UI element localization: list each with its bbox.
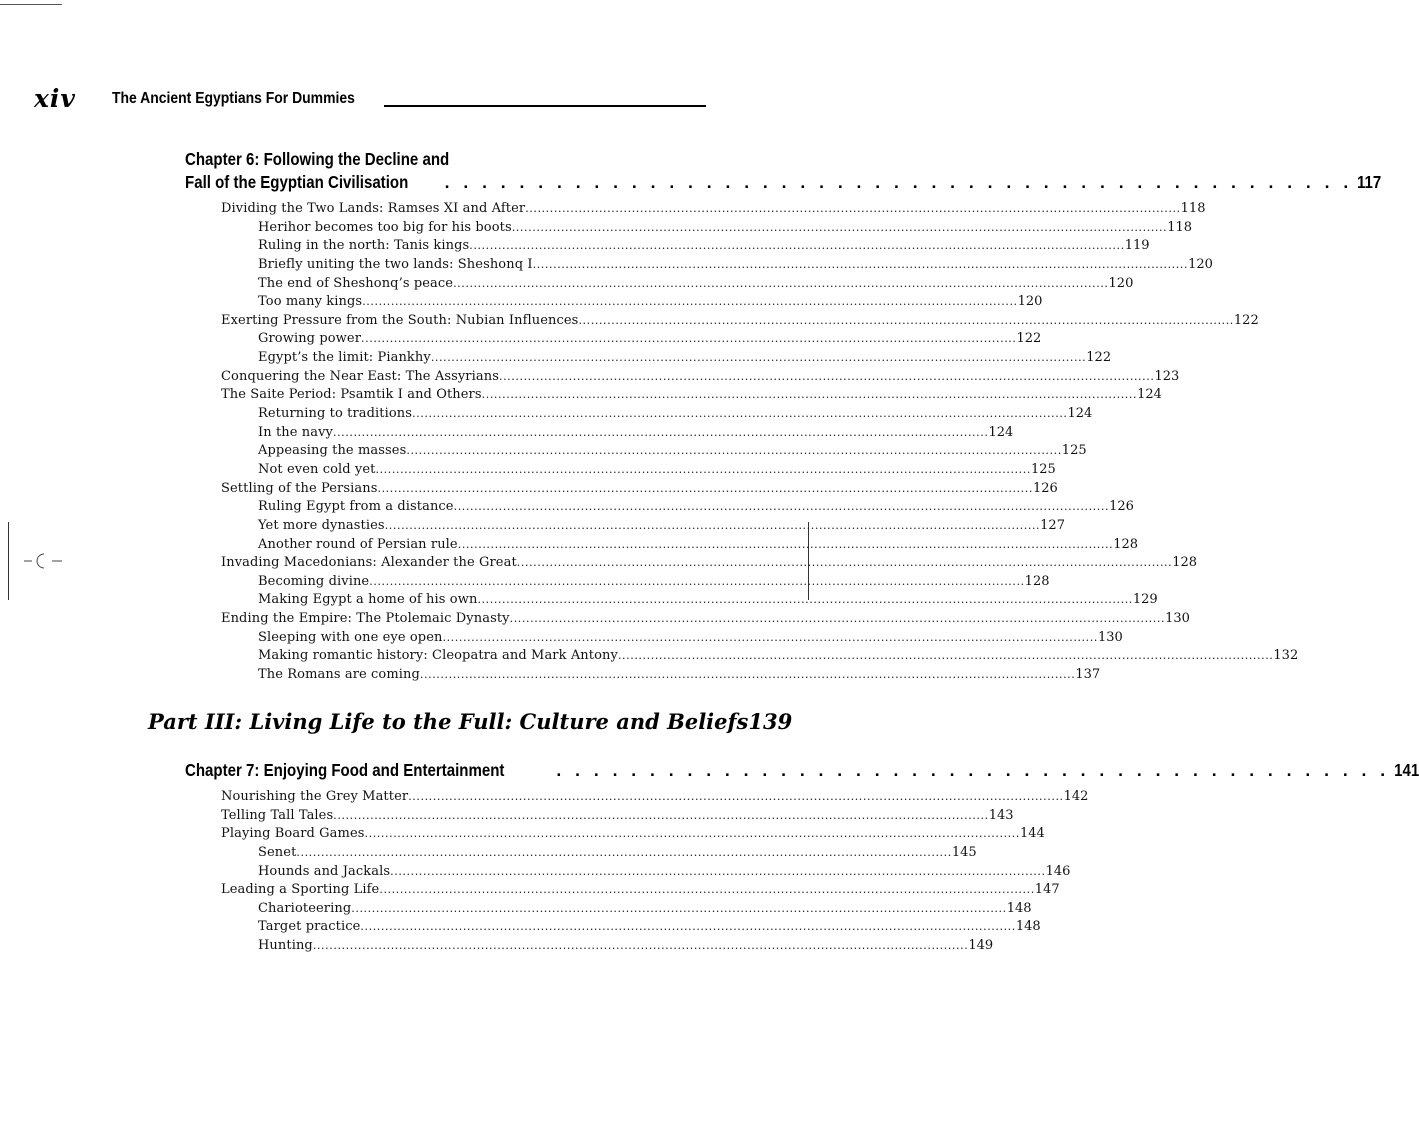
toc-entry-text: Nourishing the Grey Matter [221, 789, 409, 804]
toc-entry [221, 573, 1050, 592]
toc-entry-text: Herihor becomes too big for his boots [258, 219, 512, 235]
toc-entry-page: 125 [1030, 461, 1056, 477]
crop-mark-top [0, 4, 62, 5]
toc-entry-page: 124 [1137, 387, 1162, 403]
dot-leader: ................................................................................................................................................................ [406, 444, 1062, 458]
toc-entry-page: 124 [1067, 406, 1093, 422]
dot-leader: ................................................................................................................................................................ [481, 388, 1138, 402]
dot-leader: . . . . . . . . . . . . . . . . . . . . . . . . . . . . . . . . . . . . . . . . . . . . . . . . . [444, 172, 1353, 192]
toc-entry-page: 132 [1273, 648, 1299, 664]
toc-entry [221, 256, 1213, 275]
toc-entry-text: Making romantic history: Cleopatra and Mark Antony [258, 648, 618, 664]
chapter-6-title-line1: Chapter 6: Following the Decline and [185, 149, 450, 169]
toc-entry [221, 442, 1087, 461]
toc-entry [221, 275, 1134, 294]
part-3-page: 139 [748, 709, 793, 734]
toc-entry [221, 937, 994, 956]
toc-entry [221, 900, 1032, 919]
toc-entry [221, 498, 1134, 517]
toc-entry-page: 148 [1006, 900, 1032, 916]
toc-entry-text: Returning to traditions [258, 406, 413, 422]
dot-leader: ................................................................................................................................................................ [453, 276, 1109, 290]
dot-leader: . . . . . . . . . . . . . . . . . . . . . . . . . . . . . . . . . . . . . . . . . . . . . [556, 760, 1390, 780]
toc-entry-page: 118 [1180, 201, 1206, 216]
chapter-6-title-row [185, 171, 1381, 194]
toc-entry-text: Target practice [258, 919, 361, 935]
toc-entry [221, 349, 1112, 368]
toc-entry-page: 148 [1015, 919, 1041, 935]
toc-entry [221, 629, 1123, 648]
toc-entry [221, 386, 1162, 405]
dot-leader: ................................................................................................................................................................ [516, 556, 1173, 570]
toc-entry [221, 807, 1014, 826]
toc-entry-page: 124 [988, 424, 1014, 440]
toc-entry-page: 127 [1040, 517, 1065, 533]
chapter-7-page: 141 [1393, 760, 1419, 780]
crop-mark-left [8, 522, 9, 600]
dot-leader: ................................................................................................................................................................ [509, 612, 1166, 626]
toc-entry-text: Not even cold yet [258, 461, 376, 477]
chapter-7-title: Chapter 7: Enjoying Food and Entertainment [185, 760, 505, 780]
toc-entry-text: The Romans are coming [258, 667, 420, 683]
toc-entry-page: 120 [1188, 256, 1213, 272]
toc-entry-page: 126 [1032, 480, 1058, 496]
dot-leader: ................................................................................................................................................................ [375, 462, 1031, 476]
toc-entry-text: Becoming divine [258, 573, 370, 589]
dot-leader: ................................................................................................................................................................ [333, 808, 989, 822]
toc-entry-page: 143 [988, 807, 1014, 823]
dot-leader: ................................................................................................................................................................ [578, 313, 1234, 327]
toc-entry-text: Telling Tall Tales [221, 807, 334, 823]
toc-entry-text: Sleeping with one eye open [258, 629, 443, 645]
toc-entry [221, 554, 1198, 573]
dot-leader: ................................................................................................................................................................ [617, 649, 1274, 663]
toc-entry-text: Conquering the Near East: The Assyrians [221, 368, 499, 384]
toc-entry-text: Another round of Persian rule [258, 536, 458, 552]
toc-entry-text: Making Egypt a home of his own [258, 592, 478, 608]
toc-entry [221, 517, 1065, 536]
toc-entry [221, 293, 1043, 312]
toc-entry-text: In the navy [258, 424, 333, 440]
toc-entry-page: 147 [1034, 882, 1060, 898]
toc-entry-page: 128 [1172, 555, 1198, 571]
toc-entry-page: 142 [1063, 789, 1089, 804]
toc-entry [221, 647, 1299, 666]
toc-entry-text: Egypt’s the limit: Piankhy [258, 350, 431, 366]
toc-entry-page: 122 [1016, 331, 1042, 347]
toc-entry-page: 122 [1086, 350, 1112, 366]
toc-entry-text: Settling of the Persians [221, 480, 378, 496]
dot-leader: ................................................................................................................................................................ [457, 537, 1114, 551]
toc-entry-text: Hounds and Jackals [258, 863, 391, 879]
dot-leader: ................................................................................................................................................................ [362, 295, 1018, 309]
toc-entry-page: 122 [1233, 312, 1259, 328]
dot-leader: ................................................................................................................................................................ [332, 425, 989, 439]
toc-entry-text: Ruling in the north: Tanis kings [258, 238, 470, 254]
chapter-7-title-row [185, 759, 1419, 782]
dot-leader: ................................................................................................................................................................ [384, 518, 1041, 532]
toc-entry [221, 918, 1041, 937]
dot-leader: ................................................................................................................................................................ [412, 407, 1068, 421]
toc-entry-text: Invading Macedonians: Alexander the Great [221, 555, 517, 571]
page-folio: xiv [34, 84, 76, 113]
part-3-heading [148, 709, 793, 734]
toc-entry [221, 610, 1190, 629]
toc-entry [221, 863, 1071, 882]
chapter-7-heading [185, 759, 1419, 782]
dot-leader: ................................................................................................................................................................ [430, 351, 1087, 365]
toc-entry-page: 118 [1167, 219, 1193, 235]
dot-leader: ................................................................................................................................................................ [377, 481, 1033, 495]
dot-leader: ................................................................................................................................................................ [351, 901, 1007, 915]
toc-entry-page: 137 [1075, 667, 1101, 683]
toc-entry-page: 129 [1132, 592, 1158, 608]
dot-leader: ................................................................................................................................................................ [511, 220, 1168, 234]
toc-entry-text: Ending the Empire: The Ptolemaic Dynasty [221, 611, 510, 627]
toc-entry-text: Charioteering [258, 900, 352, 916]
toc-entry-page: 119 [1124, 238, 1150, 254]
toc-entry [221, 666, 1101, 685]
toc-entry [221, 536, 1139, 555]
toc-entry-text: Dividing the Two Lands: Ramses XI and After [221, 201, 526, 216]
toc-entry-page: 120 [1108, 275, 1134, 291]
toc-entry-page: 128 [1024, 573, 1050, 589]
toc-entry-text: Leading a Sporting Life [221, 882, 380, 898]
toc-entry-page: 123 [1154, 368, 1180, 384]
toc-entry-page: 120 [1017, 294, 1043, 310]
toc-entry-text: The Saite Period: Psamtik I and Others [221, 387, 482, 403]
toc-entry-text: Too many kings [258, 294, 363, 310]
toc-entry [221, 591, 1158, 610]
toc-entry [221, 368, 1180, 387]
toc-entry-text: Hunting [258, 938, 313, 954]
chapter-7-entries [221, 788, 1089, 956]
toc-entry [221, 424, 1014, 443]
dot-leader: ................................................................................................................................................................ [498, 369, 1155, 383]
dot-leader: ................................................................................................................................................................ [453, 500, 1110, 514]
toc-entry [221, 312, 1259, 331]
dot-leader: ................................................................................................................................................................ [477, 593, 1133, 607]
dot-leader: ................................................................................................................................................................ [469, 239, 1125, 253]
dot-leader: ................................................................................................................................................................ [361, 332, 1017, 346]
toc-entry [221, 844, 977, 863]
toc-entry-text: Senet [258, 844, 297, 860]
dot-leader: ................................................................................................................................................................ [369, 574, 1025, 588]
chapter-6-page: 117 [1356, 172, 1381, 192]
dot-leader: ................................................................................................................................................................ [419, 668, 1076, 682]
toc-entry [221, 480, 1058, 499]
toc-entry-text: Growing power [258, 331, 362, 347]
toc-entry-page: 126 [1109, 499, 1134, 515]
dot-leader: ................................................................................................................................................................ [379, 883, 1035, 897]
toc-entry [221, 405, 1093, 424]
toc-entry [221, 881, 1060, 900]
toc-entry [221, 219, 1193, 238]
toc-entry-text: Briefly uniting the two lands: Sheshonq I [258, 256, 533, 272]
dot-leader: ................................................................................................................................................................ [296, 845, 952, 859]
toc-entry [221, 461, 1056, 480]
toc-entry-page: 128 [1113, 536, 1139, 552]
dot-leader: ................................................................................................................................................................ [390, 864, 1046, 878]
toc-entry-page: 130 [1097, 629, 1123, 645]
dot-leader: ................................................................................................................................................................ [360, 920, 1016, 934]
toc-entry [221, 825, 1045, 844]
toc-entry-text: Appeasing the masses [258, 443, 407, 459]
running-header-title: The Ancient Egyptians For Dummies [112, 90, 355, 107]
dot-leader: ................................................................................................................................................................ [532, 257, 1189, 271]
toc-entry-page: 144 [1019, 826, 1045, 842]
toc-entry-text: Ruling Egypt from a distance [258, 499, 454, 515]
registration-mark-icon [22, 548, 68, 574]
toc-entry-page: 130 [1165, 611, 1190, 627]
toc-entry [221, 200, 1206, 219]
toc-entry-text: Playing Board Games [221, 826, 365, 842]
toc-entry-text: The end of Sheshonq’s peace [258, 275, 454, 291]
toc-entry-text: Yet more dynasties [258, 517, 385, 533]
toc-entry [221, 788, 1089, 807]
toc-entry-page: 145 [951, 844, 977, 860]
part-3-title: Part III: Living Life to the Full: Culture and Beliefs [148, 709, 749, 734]
toc-entry-text: Exerting Pressure from the South: Nubian Influences [221, 312, 579, 328]
toc-entry [221, 237, 1150, 256]
chapter-6-entries [221, 200, 1299, 685]
dot-leader: ................................................................................................................................................................ [312, 939, 969, 953]
dot-leader: ................................................................................................................................................................ [408, 790, 1064, 803]
dot-leader: ................................................................................................................................................................ [364, 827, 1020, 841]
chapter-6-title-line2: Fall of the Egyptian Civilisation [185, 172, 409, 192]
toc-entry-page: 149 [968, 938, 994, 954]
header-rule [384, 105, 706, 107]
toc-entry-page: 146 [1045, 863, 1071, 879]
toc-entry-page: 125 [1061, 443, 1087, 459]
dot-leader: ................................................................................................................................................................ [442, 630, 1098, 644]
dot-leader: ................................................................................................................................................................ [525, 202, 1181, 215]
toc-entry [221, 330, 1042, 349]
chapter-6-heading [185, 148, 1381, 194]
